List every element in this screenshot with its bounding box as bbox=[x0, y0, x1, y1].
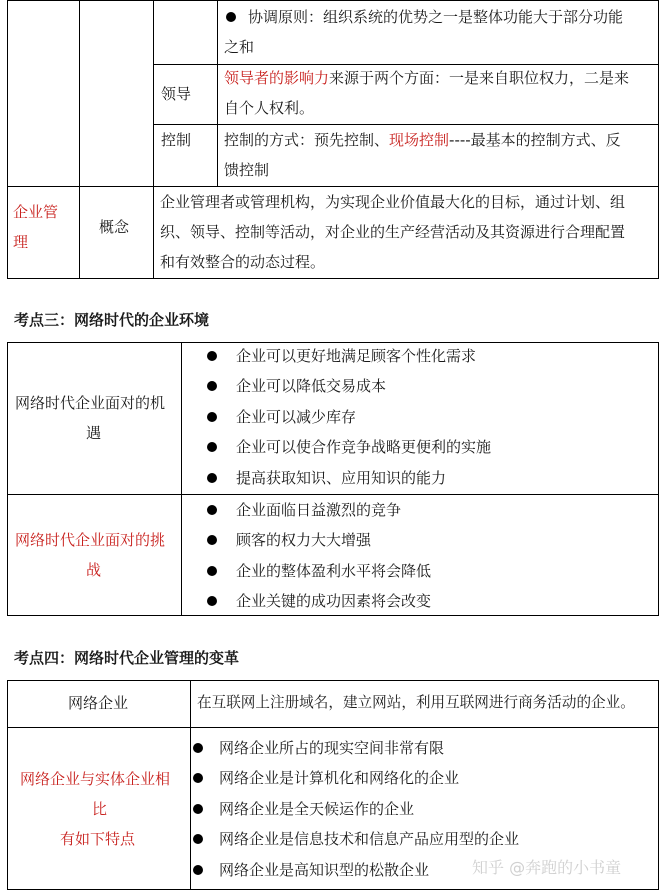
bullet-icon bbox=[226, 12, 236, 22]
network-enterprise-label: 网络企业 bbox=[68, 694, 129, 712]
bullet-icon bbox=[207, 381, 217, 391]
challenge-label-line2: 战 bbox=[86, 561, 102, 579]
bullet-icon bbox=[207, 505, 217, 515]
opportunity-item: 企业可以减少库存 bbox=[236, 408, 357, 426]
comparison-label-line1: 网络企业与实体企业相 bbox=[20, 770, 171, 788]
bullet-icon bbox=[193, 743, 203, 753]
opportunity-item: 企业可以更好地满足顾客个性化需求 bbox=[236, 347, 477, 365]
comparison-item: 网络企业所占的现实空间非常有限 bbox=[219, 739, 445, 757]
lead-text bbox=[224, 63, 629, 93]
mgmt-concept-line2: 织、领导、控制等活动，对企业的生产经营活动及其资源进行合理配置 bbox=[160, 223, 626, 241]
section4-title: 考点四：网络时代企业管理的变革 bbox=[14, 649, 240, 667]
comparison-item: 网络企业是全天候运作的企业 bbox=[219, 800, 415, 818]
bullet-icon bbox=[193, 773, 203, 783]
challenge-item: 企业关键的成功因素将会改变 bbox=[236, 592, 432, 610]
challenge-item: 企业面临日益激烈的竞争 bbox=[236, 501, 402, 519]
comparison-label-line2: 比 bbox=[92, 800, 108, 818]
lead-label: 领导 bbox=[161, 85, 192, 103]
comparison-label-line3: 有如下特点 bbox=[60, 830, 136, 848]
network-enterprise-definition: 在互联网上注册域名，建立网站，利用互联网进行商务活动的企业。 bbox=[197, 694, 635, 711]
watermark-text: 知乎 @奔跑的小书童 bbox=[472, 858, 622, 877]
coordination-text-cont: 之和 bbox=[224, 38, 255, 56]
challenge-item: 顾客的权力大大增强 bbox=[236, 531, 372, 549]
comparison-item: 网络企业是计算机化和网络化的企业 bbox=[219, 769, 460, 787]
section3-title: 考点三：网络时代的企业环境 bbox=[14, 311, 210, 329]
bullet-icon bbox=[207, 473, 217, 483]
comparison-item: 网络企业是高知识型的松散企业 bbox=[219, 861, 430, 879]
challenge-label-line1: 网络时代企业面对的挑 bbox=[15, 531, 166, 549]
lead-text-highlight: 领导者的影响力 bbox=[224, 69, 330, 87]
opportunity-item: 提高获取知识、应用知识的能力 bbox=[236, 469, 447, 487]
bullet-icon bbox=[207, 566, 217, 576]
mgmt-concept-line3: 和有效整合的动态过程。 bbox=[160, 253, 326, 271]
opportunity-label-line1: 网络时代企业面对的机 bbox=[15, 394, 166, 412]
bullet-icon bbox=[193, 834, 203, 844]
lead-text-rest: 来源于两个方面：一是来自职位权力，二是来 bbox=[329, 69, 630, 87]
control-text-rest: ----最基本的控制方式、反 bbox=[449, 131, 621, 149]
bullet-icon bbox=[207, 535, 217, 545]
control-text-highlight: 现场控制 bbox=[389, 131, 450, 149]
lead-text-cont: 自个人权利。 bbox=[224, 99, 315, 117]
control-text-cont: 馈控制 bbox=[224, 161, 270, 179]
bullet-icon bbox=[207, 442, 217, 452]
bullet-icon bbox=[207, 351, 217, 361]
bullet-icon bbox=[207, 412, 217, 422]
mgmt-label-line2: 理 bbox=[13, 233, 29, 251]
coordination-text: 协调原则：组织系统的优势之一是整体功能大于部分功能 bbox=[248, 8, 624, 26]
bullet-icon bbox=[193, 804, 203, 814]
bullet-icon bbox=[207, 596, 217, 606]
mgmt-concept-line1: 企业管理者或管理机构，为实现企业价值最大化的目标，通过计划、组 bbox=[160, 193, 626, 211]
mgmt-sub-label: 概念 bbox=[99, 218, 130, 236]
control-label: 控制 bbox=[161, 131, 192, 149]
opportunity-item: 企业可以降低交易成本 bbox=[236, 377, 387, 395]
opportunity-item: 企业可以使合作竞争战略更便利的实施 bbox=[236, 438, 492, 456]
mgmt-label-line1: 企业管 bbox=[13, 203, 59, 221]
control-text-pre: 控制的方式：预先控制、 bbox=[224, 131, 390, 149]
bullet-icon bbox=[193, 865, 203, 875]
challenge-item: 企业的整体盈利水平将会降低 bbox=[236, 562, 432, 580]
control-text bbox=[224, 125, 621, 155]
opportunity-label-line2: 遇 bbox=[86, 424, 102, 442]
comparison-item: 网络企业是信息技术和信息产品应用型的企业 bbox=[219, 830, 520, 848]
